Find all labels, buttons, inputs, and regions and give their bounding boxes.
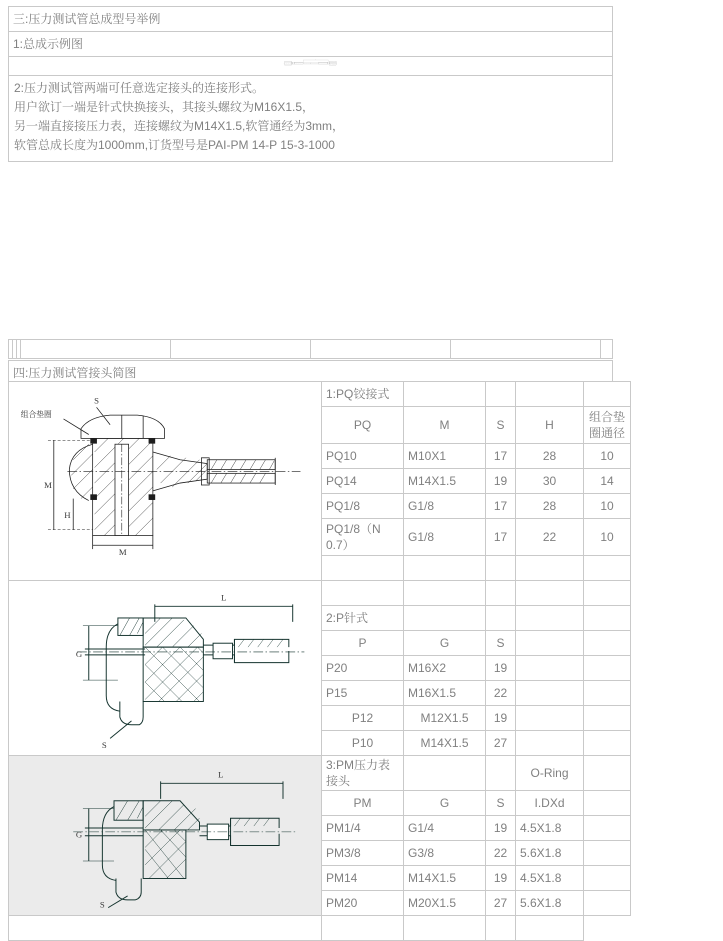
note-line: 另一端直接接压力表，连接螺纹为M14X1.5,软管通经为3mm， — [14, 119, 345, 133]
cell: 19 — [486, 816, 516, 841]
p-caption-blank-4 — [584, 606, 631, 631]
cell: 19 — [486, 656, 516, 681]
table-row — [9, 76, 613, 162]
p-header-blank-1 — [516, 631, 584, 656]
cell: PQ14 — [322, 469, 404, 494]
cell: 19 — [486, 706, 516, 731]
p-caption-blank-1 — [404, 606, 486, 631]
pq-header-washer-dia — [584, 407, 631, 444]
cell: 5.6X1.8 — [516, 841, 584, 866]
empty-cell — [404, 556, 486, 581]
pq-caption-blank-4 — [584, 382, 631, 407]
empty-cell — [516, 706, 584, 731]
cell: PM14 — [322, 866, 404, 891]
cell: G1/4 — [404, 816, 486, 841]
cell: 28 — [516, 494, 584, 519]
assembly-drawing — [9, 57, 612, 75]
cell: 22 — [486, 681, 516, 706]
pq-n07-line2: 0.7） — [326, 538, 355, 552]
empty-cell — [584, 706, 631, 731]
empty-cell — [322, 916, 404, 941]
empty-cell — [584, 556, 631, 581]
connector-spec-table — [8, 381, 631, 941]
cell: P20 — [322, 656, 404, 681]
empty-cell — [404, 581, 486, 606]
pm-caption-blank-2 — [486, 756, 516, 791]
note-line: 用户欲订一端是针式快换接头，其接头螺纹为M16X1.5， — [14, 100, 315, 114]
label-L: L — [221, 592, 227, 603]
table-row — [9, 32, 613, 57]
label-S: S — [99, 900, 105, 911]
pm-header-s: S — [486, 791, 516, 816]
label-S: S — [94, 395, 99, 406]
pq-diagram-cell — [9, 382, 322, 581]
pq-caption-blank-3 — [516, 382, 584, 407]
cell: M14X1.5 — [404, 731, 486, 756]
empty-cell — [584, 581, 631, 606]
pq-header-s: S — [486, 407, 516, 444]
empty-cell — [516, 731, 584, 756]
cell: 4.5X1.8 — [516, 816, 584, 841]
pq-caption-blank-1 — [404, 382, 486, 407]
label-M-height: M — [44, 479, 52, 490]
cell: M10X1 — [404, 444, 486, 469]
empty-cell — [516, 916, 584, 941]
pm-header-pm: PM — [322, 791, 404, 816]
cell: PM1/4 — [322, 816, 404, 841]
pq-connector-drawing — [13, 384, 317, 578]
cell: 10 — [584, 444, 631, 469]
cell: 14 — [584, 469, 631, 494]
section-3-table — [8, 6, 613, 162]
cell: 19 — [486, 866, 516, 891]
table-row — [9, 340, 613, 359]
pm-connector-drawing — [13, 760, 317, 911]
pq-caption: 1:PQ铰接式 — [322, 382, 404, 407]
p-caption: 2:P针式 — [322, 606, 404, 631]
cell: PQ1/8 — [322, 494, 404, 519]
cell: 22 — [486, 841, 516, 866]
spacer-cell — [601, 340, 613, 359]
pm-oring-label: O-Ring — [516, 756, 584, 791]
empty-cell — [516, 681, 584, 706]
label-M-width: M — [118, 546, 127, 557]
pq-header-m: M — [404, 407, 486, 444]
section-4-heading: 四:压力测试管接头简图 — [9, 361, 613, 386]
empty-cell — [584, 681, 631, 706]
p-header-s: S — [486, 631, 516, 656]
p-diagram-cell — [9, 581, 322, 756]
empty-cell — [486, 916, 516, 941]
cell: 4.5X1.8 — [516, 866, 584, 891]
empty-cell — [322, 556, 404, 581]
cell: P15 — [322, 681, 404, 706]
empty-cell — [584, 731, 631, 756]
pq-n07-line1: PQ1/8（N — [326, 521, 381, 536]
section-3-notes — [9, 76, 613, 162]
empty-cell — [9, 916, 322, 941]
empty-cell — [584, 656, 631, 681]
note-line: 软管总成长度为1000mm,订货型号是PAI-PM 14-P 15-3-1000 — [14, 138, 335, 152]
pq-header-h: H — [516, 407, 584, 444]
empty-cell — [584, 866, 631, 891]
label-H: H — [64, 509, 71, 520]
p-header-g: G — [404, 631, 486, 656]
cell: P10 — [322, 731, 404, 756]
cell: 27 — [486, 731, 516, 756]
section-3-heading: 三:压力测试管总成型号举例 — [9, 7, 613, 32]
label-L: L — [218, 769, 224, 780]
table-row — [9, 7, 613, 32]
pm-header-idxd: I.DXd — [516, 791, 584, 816]
table-row — [9, 57, 613, 76]
cell: 27 — [486, 891, 516, 916]
label-combination-washer: 组合垫圈 — [20, 409, 52, 419]
empty-cell — [516, 556, 584, 581]
spacer-cell — [21, 340, 171, 359]
empty-cell — [404, 916, 486, 941]
cell: PM20 — [322, 891, 404, 916]
section-3-subheading: 1:总成示例图 — [9, 32, 613, 57]
p-header-p: P — [322, 631, 404, 656]
cell: 19 — [486, 469, 516, 494]
cell: 10 — [584, 519, 631, 556]
label-G: G — [75, 648, 83, 659]
pm-caption-blank-1 — [404, 756, 486, 791]
cell: 10 — [584, 494, 631, 519]
cell: 28 — [516, 444, 584, 469]
washer-dia-line2: 圈通径 — [588, 426, 625, 440]
spacer-cell — [451, 340, 601, 359]
p-caption-blank-3 — [516, 606, 584, 631]
cell: PM3/8 — [322, 841, 404, 866]
label-S: S — [101, 740, 107, 751]
cell: G1/8 — [404, 494, 486, 519]
empty-cell — [516, 581, 584, 606]
label-G: G — [75, 830, 83, 841]
cell: 22 — [516, 519, 584, 556]
cell: G3/8 — [404, 841, 486, 866]
dimension-label-L: L — [315, 59, 316, 61]
p-caption-blank-2 — [486, 606, 516, 631]
cell: M20X1.5 — [404, 891, 486, 916]
pq-caption-blank-2 — [486, 382, 516, 407]
cell: M16X1.5 — [404, 681, 486, 706]
empty-cell — [584, 841, 631, 866]
table-row — [9, 756, 631, 791]
note-line: 2:压力测试管两端可任意选定接头的连接形式。 — [14, 81, 265, 95]
table-row — [9, 916, 631, 941]
empty-cell — [322, 581, 404, 606]
cell: M16X2 — [404, 656, 486, 681]
washer-dia-line1: 组合垫 — [588, 409, 625, 424]
empty-cell — [584, 891, 631, 916]
cell: 17 — [486, 519, 516, 556]
cell-pq-n07 — [322, 519, 404, 556]
cell: 17 — [486, 494, 516, 519]
assembly-figure-cell — [9, 57, 613, 76]
empty-cell — [516, 656, 584, 681]
p-connector-drawing — [13, 583, 317, 753]
pq-header-pq: PQ — [322, 407, 404, 444]
cell: 30 — [516, 469, 584, 494]
cell: 5.6X1.8 — [516, 891, 584, 916]
cell: M14X1.5 — [404, 469, 486, 494]
spacer-row-table — [8, 339, 613, 359]
pm-caption-blank-3 — [584, 756, 631, 791]
pm-diagram-cell — [9, 756, 322, 916]
spacer-cell — [311, 340, 451, 359]
cell: 17 — [486, 444, 516, 469]
cell: PQ10 — [322, 444, 404, 469]
spacer-cell — [171, 340, 311, 359]
pm-header-g: G — [404, 791, 486, 816]
pm-caption: 3:PM压力表接头 — [322, 756, 404, 791]
pm-header-blank — [584, 791, 631, 816]
empty-cell — [584, 816, 631, 841]
cell: G1/8 — [404, 519, 486, 556]
table-row — [9, 581, 631, 606]
p-header-blank-2 — [584, 631, 631, 656]
empty-cell — [486, 581, 516, 606]
empty-cell — [486, 556, 516, 581]
cell: M12X1.5 — [404, 706, 486, 731]
cell: P12 — [322, 706, 404, 731]
cell: M14X1.5 — [404, 866, 486, 891]
table-row — [9, 382, 631, 407]
